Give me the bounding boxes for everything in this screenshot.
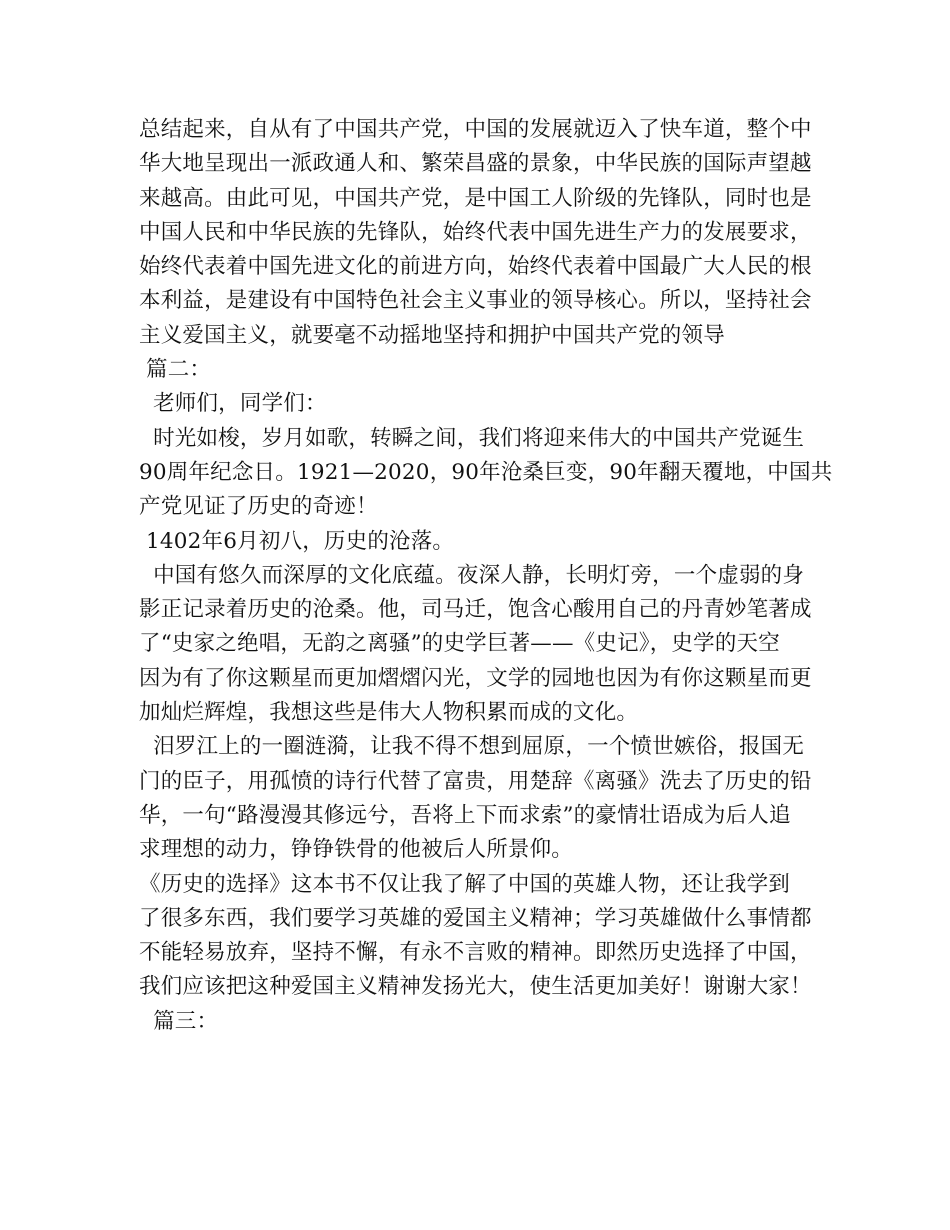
text-line: 90周年纪念日。1921—2020，90年沧桑巨变，90年翻天覆地，中国共: [139, 459, 833, 485]
text-line: 中国有悠久而深厚的文化底蕴。夜深人静，长明灯旁，一个虚弱的身: [139, 562, 805, 588]
text-line: 《历史的选择》这本书不仅让我了解了中国的英雄人物，还让我学到: [139, 871, 791, 897]
text-line: 时光如梭，岁月如歌，转瞬之间，我们将迎来伟大的中国共产党诞生: [139, 425, 805, 451]
text-line: 华，一句“路漫漫其修远兮，吾将上下而求索”的豪情壮语成为后人追: [139, 802, 791, 828]
text-line: 老师们，同学们：: [139, 391, 327, 417]
text-line: 主义爱国主义，就要毫不动摇地坚持和拥护中国共产党的领导: [139, 322, 725, 348]
text-line: 1402年6月初八，历史的沧落。: [139, 528, 455, 554]
text-line: 影正记录着历史的沧桑。他，司马迁，饱含心酸用自己的丹青妙笔著成: [139, 597, 812, 623]
document-body: [139, 113, 839, 1039]
text-line: 华大地呈现出一派政通人和、繁荣昌盛的景象，中华民族的国际声望越: [139, 151, 812, 177]
text-line: 本利益，是建设有中国特色社会主义事业的领导核心。所以，坚持社会: [139, 288, 812, 314]
text-line: 汨罗江上的一圈涟漪，让我不得不想到屈原，一个愤世嫉俗，报国无: [139, 734, 805, 760]
text-line: 门的臣子，用孤愤的诗行代替了富贵，用楚辞《离骚》洗去了历史的铅: [139, 768, 812, 794]
text-line: 求理想的动力，铮铮铁骨的他被后人所景仰。: [139, 837, 574, 863]
text-line: 产党见证了历史的奇迹！: [139, 494, 378, 520]
text-line: 了很多东西，我们要学习英雄的爱国主义精神；学习英雄做什么事情都: [139, 905, 812, 931]
text-line: 来越高。由此可见，中国共产党，是中国工人阶级的先锋队，同时也是: [139, 185, 812, 211]
text-line: 总结起来，自从有了中国共产党，中国的发展就迈入了快车道，整个中: [139, 117, 812, 142]
text-line: 不能轻易放弃，坚持不懈，有永不言败的精神。即然历史选择了中国，: [139, 940, 812, 966]
text-line: 始终代表着中国先进文化的前进方向，始终代表着中国最广大人民的根: [139, 254, 812, 280]
text-line: 我们应该把这种爱国主义精神发扬光大，使生活更加美好！谢谢大家！: [139, 974, 812, 1000]
section-heading: 篇二：: [139, 357, 212, 383]
section-heading: 篇三：: [139, 1008, 219, 1034]
text-line: 中国人民和中华民族的先锋队，始终代表中国先进生产力的发展要求，: [139, 219, 812, 245]
text-line: 加灿烂辉煌，我想这些是伟大人物积累而成的文化。: [139, 700, 639, 726]
text-line: 了“史家之绝唱，无韵之离骚”的史学巨著——《史记》，史学的天空: [139, 631, 780, 657]
text-line: 因为有了你这颗星而更加熠熠闪光，文学的园地也因为有你这颗星而更: [139, 665, 812, 691]
